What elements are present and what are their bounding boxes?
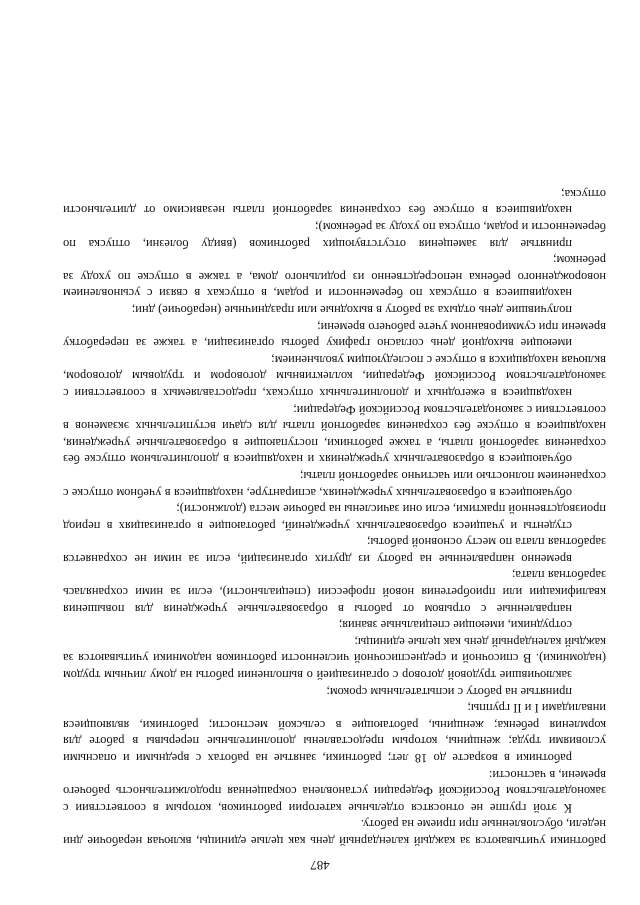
document-body (63, 185, 606, 849)
list-item: сотрудники, имеющие специальные звания; (338, 618, 572, 633)
list-item: временно направленные на работу из других организаций, если за ними не сохраняется заработная плата по месту основной работы; (63, 535, 606, 566)
list-item: имеющие выходной день согласно графику работы организации, а также за переработку времени при суммированном учете рабочего времени; (63, 319, 606, 351)
list-item: обучающиеся в образовательных учреждениях, аспирантуре, находящиеся в учебном отпуске с сохранением полностью или частично заработной платы; (63, 468, 606, 500)
list-item: заключившие трудовой договор с организацией о выполнении работы на дому личным трудом (надомники). В списочной и среднесписочной численности работников надомники учитываются за каждый календарный день как целые единицы; (63, 634, 606, 683)
list-item: обучающиеся в образовательных учреждениях и находящиеся в дополнительном отпуске без сохранения заработной платы, а также работники, поступающие в образовательные учреждения, находящиеся в отпуске без сохранения заработной платы для сдачи вступительных экзаменов в соответствии с законодательством Российской Федерации; (63, 402, 606, 467)
list-item: находившиеся в отпусках по беременности и родам, в отпусках в связи с усыновлением новорожденного ребенка непосредственно из родильного дома, а также в отпуске по уходу за ребенком; (63, 253, 606, 301)
list-item: студенты и учащиеся образовательных учреждений, работающие в организациях в период производственной практики, если они зачислены на рабочие места (должности); (63, 502, 606, 533)
list-item: работники в возрасте до 18 лет; работники, занятые на работах с вредными и опасными условиями труда; женщины, которым предоставлены дополнительные перерывы в работе для кормления ребенка; женщины, работающие в сельской местности; работники, являющиеся инвалидами I и II группы; (63, 701, 606, 766)
list-item: находящиеся в ежегодных и дополнительных отпусках, предоставляемых в соответствии с законодательством Российской Федерации, коллективным договором и трудовым договором, включая находящихся в отпуске с последующим увольнением; (63, 352, 606, 400)
paragraph: работники учитываются за каждый календарный день как целые единицы, включая нерабочие дни недели, обусловленные при приеме на работу. (63, 817, 606, 848)
page-number: 487 (310, 858, 330, 873)
list-item: принятые для замещения отсутствующих работников (ввиду болезни, отпуска по беременности и родам, отпуска по уходу за ребенком); (63, 220, 606, 251)
list-item: находившиеся в отпуске без сохранения заработной платы независимо от длительности отпуска; (63, 186, 606, 218)
paragraph: К этой группе не относятся отдельные категории работников, которым в соответствии с законодательством Российской Федерации установлена сокращенная продолжительность рабочего времени, в частности: (63, 767, 606, 815)
list-item: получившие день отдыха за работу в выходные или праздничные (нерабочие) дни; (131, 303, 572, 317)
list-item: принятые на работу с испытательным сроком; (326, 684, 572, 699)
list-item: направленные с отрывом от работы в образовательные учреждения для повышения квалификации или приобретения новой профессии (специальности), если за ними сохранялась заработная плата; (63, 568, 606, 616)
